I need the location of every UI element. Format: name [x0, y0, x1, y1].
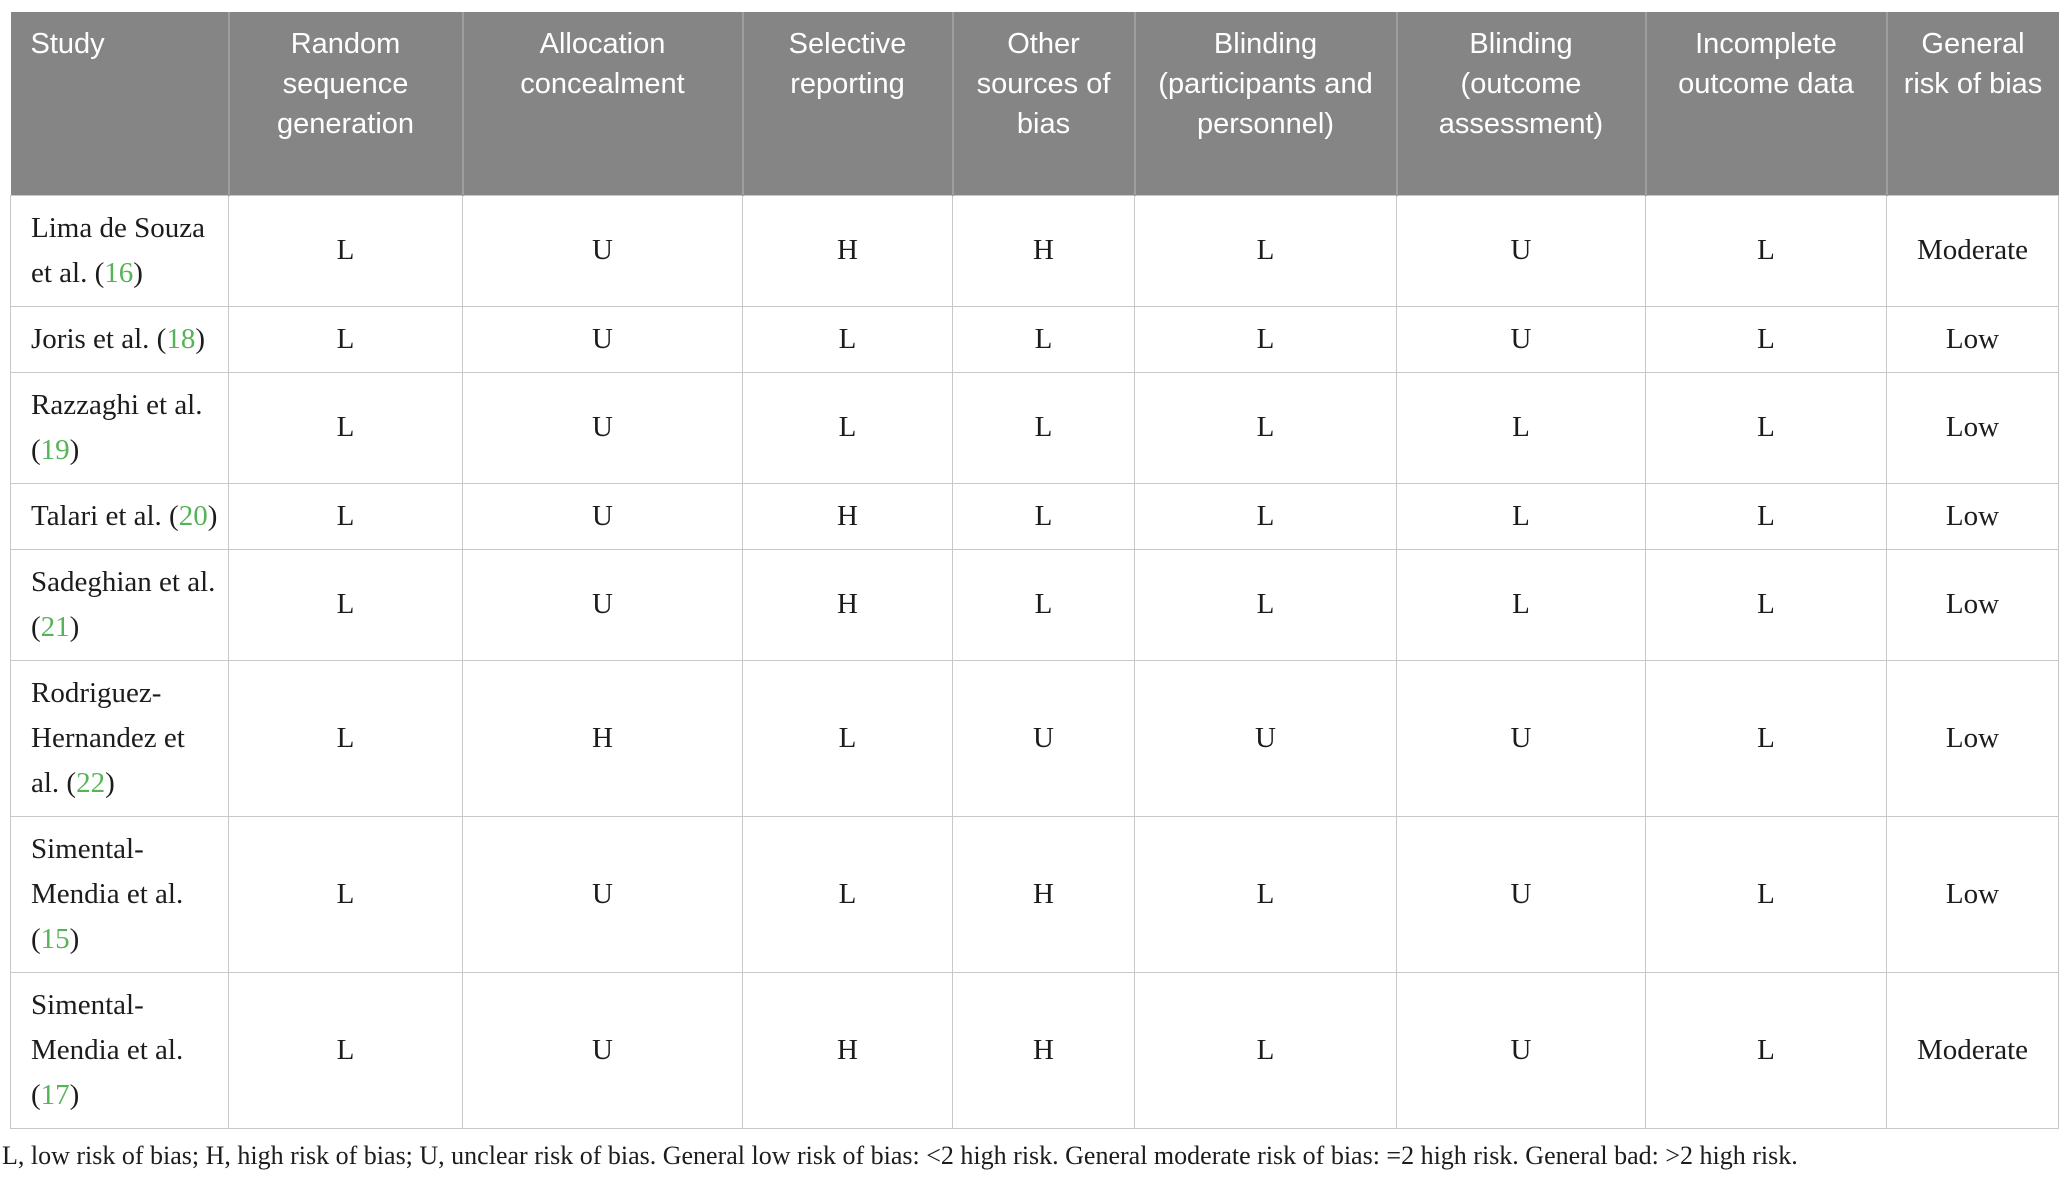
study-name: Joris et al. (: [31, 322, 167, 355]
bias-rating-cell: L: [1135, 549, 1397, 660]
study-name-suffix: ): [133, 256, 143, 289]
bias-rating-cell: H: [463, 660, 743, 816]
study-name-suffix: ): [207, 499, 218, 532]
study-name-suffix: ): [69, 1078, 80, 1111]
bias-rating-cell: L: [1397, 549, 1646, 660]
study-name-suffix: ): [195, 322, 205, 355]
citation-link[interactable]: 17: [40, 1078, 70, 1111]
table-header: [11, 12, 2059, 195]
citation-link[interactable]: 16: [104, 256, 134, 289]
study-cell: [11, 483, 229, 549]
bias-rating-cell: U: [463, 195, 743, 306]
study-cell: [11, 660, 229, 816]
study-cell: [11, 816, 229, 972]
bias-rating-cell: L: [229, 372, 463, 483]
bias-rating-cell: U: [953, 660, 1135, 816]
table-row: [11, 549, 2059, 660]
column-header: Blinding (outcome assessment): [1397, 12, 1646, 195]
bias-rating-cell: U: [1397, 660, 1646, 816]
study-cell: [11, 972, 229, 1128]
bias-rating-cell: U: [1397, 972, 1646, 1128]
study-name-suffix: ): [69, 610, 80, 643]
column-header: Allocation concealment: [463, 12, 743, 195]
general-risk-cell: Low: [1887, 483, 2059, 549]
study-cell: [11, 372, 229, 483]
bias-rating-cell: L: [1646, 816, 1887, 972]
bias-rating-cell: L: [1646, 660, 1887, 816]
bias-rating-cell: U: [463, 306, 743, 372]
study-name: Simental-Mendia et al. (: [31, 832, 184, 955]
bias-rating-cell: U: [463, 549, 743, 660]
bias-rating-cell: L: [1397, 483, 1646, 549]
bias-rating-cell: L: [229, 306, 463, 372]
bias-rating-cell: H: [953, 195, 1135, 306]
study-cell: [11, 306, 229, 372]
citation-link[interactable]: 15: [40, 922, 70, 955]
study-name-suffix: ): [69, 922, 80, 955]
column-header: Blinding (participants and personnel): [1135, 12, 1397, 195]
study-name-suffix: ): [69, 433, 80, 466]
study-name: Rodriguez-Hernandez et al. (: [31, 676, 185, 799]
study-name: Sadeghian et al. (: [31, 565, 216, 643]
study-name: Talari et al. (: [31, 499, 179, 532]
bias-rating-cell: U: [463, 972, 743, 1128]
table-row: [11, 483, 2059, 549]
table-row: [11, 972, 2059, 1128]
bias-rating-cell: U: [1397, 816, 1646, 972]
bias-rating-cell: L: [1135, 972, 1397, 1128]
table-footnote: L, low risk of bias; H, high risk of bias; U, unclear risk of bias. General low risk of bias: <2 high risk. General moderate risk of bias: =2 high risk. General bad: >2 high risk.: [2, 1140, 1798, 1170]
table-row: [11, 660, 2059, 816]
citation-link[interactable]: 21: [40, 610, 70, 643]
bias-rating-cell: L: [229, 549, 463, 660]
study-cell: [11, 195, 229, 306]
study-name-suffix: ): [105, 766, 115, 799]
bias-rating-cell: U: [463, 483, 743, 549]
bias-rating-cell: L: [229, 816, 463, 972]
column-header: Other sources of bias: [953, 12, 1135, 195]
study-cell: [11, 549, 229, 660]
bias-rating-cell: L: [953, 549, 1135, 660]
bias-rating-cell: H: [743, 549, 953, 660]
citation-link[interactable]: 22: [76, 766, 106, 799]
bias-rating-cell: L: [229, 972, 463, 1128]
citation-link[interactable]: 20: [178, 499, 208, 532]
general-risk-cell: Low: [1887, 816, 2059, 972]
bias-rating-cell: L: [1135, 816, 1397, 972]
column-header: Study: [11, 12, 229, 195]
bias-rating-cell: L: [743, 816, 953, 972]
citation-link[interactable]: 18: [166, 322, 196, 355]
bias-rating-cell: L: [1646, 372, 1887, 483]
column-header: General risk of bias: [1887, 12, 2059, 195]
bias-rating-cell: H: [743, 972, 953, 1128]
bias-rating-cell: L: [1646, 972, 1887, 1128]
general-risk-cell: Low: [1887, 660, 2059, 816]
bias-rating-cell: L: [229, 660, 463, 816]
study-name: Lima de Souza et al. (: [31, 211, 205, 289]
bias-rating-cell: L: [743, 372, 953, 483]
general-risk-cell: Low: [1887, 306, 2059, 372]
general-risk-cell: Low: [1887, 372, 2059, 483]
column-header: Selective reporting: [743, 12, 953, 195]
table-body: [11, 195, 2059, 1128]
bias-rating-cell: L: [953, 372, 1135, 483]
bias-rating-cell: H: [743, 483, 953, 549]
bias-rating-cell: H: [743, 195, 953, 306]
bias-rating-cell: L: [953, 483, 1135, 549]
bias-rating-cell: U: [1397, 195, 1646, 306]
table-row: [11, 195, 2059, 306]
bias-rating-cell: L: [1135, 372, 1397, 483]
general-risk-cell: Moderate: [1887, 195, 2059, 306]
general-risk-cell: Moderate: [1887, 972, 2059, 1128]
column-header: Random sequence generation: [229, 12, 463, 195]
bias-rating-cell: L: [229, 483, 463, 549]
study-name: Razzaghi et al. (: [31, 388, 203, 466]
bias-rating-cell: U: [463, 372, 743, 483]
bias-rating-cell: L: [1397, 372, 1646, 483]
header-row: [11, 12, 2059, 195]
bias-rating-cell: H: [953, 972, 1135, 1128]
bias-rating-cell: L: [1646, 195, 1887, 306]
citation-link[interactable]: 19: [40, 433, 70, 466]
study-name: Simental-Mendia et al. (: [31, 988, 184, 1111]
bias-rating-cell: L: [1646, 306, 1887, 372]
bias-rating-cell: U: [463, 816, 743, 972]
risk-of-bias-figure: [2, 12, 2058, 1172]
bias-rating-cell: U: [1397, 306, 1646, 372]
bias-rating-cell: L: [743, 660, 953, 816]
general-risk-cell: Low: [1887, 549, 2059, 660]
bias-rating-cell: L: [1135, 195, 1397, 306]
table-row: [11, 372, 2059, 483]
table-row: [11, 816, 2059, 972]
risk-of-bias-table: [10, 12, 2059, 1129]
column-header: Incomplete outcome data: [1646, 12, 1887, 195]
bias-rating-cell: L: [953, 306, 1135, 372]
bias-rating-cell: U: [1135, 660, 1397, 816]
bias-rating-cell: L: [1135, 483, 1397, 549]
bias-rating-cell: L: [1135, 306, 1397, 372]
bias-rating-cell: L: [743, 306, 953, 372]
table-row: [11, 306, 2059, 372]
bias-rating-cell: L: [1646, 483, 1887, 549]
bias-rating-cell: L: [229, 195, 463, 306]
bias-rating-cell: L: [1646, 549, 1887, 660]
bias-rating-cell: H: [953, 816, 1135, 972]
